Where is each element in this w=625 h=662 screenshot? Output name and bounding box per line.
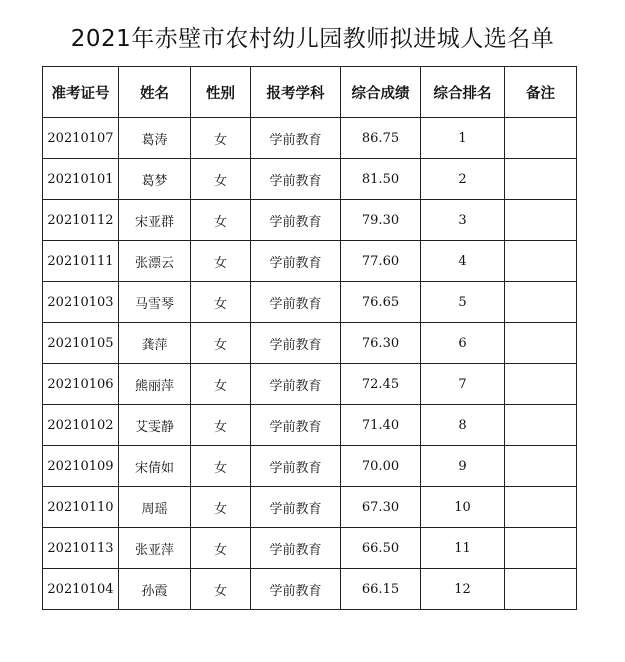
- cell-name: 龚萍: [119, 323, 191, 364]
- cell-exam-id: 20210113: [43, 528, 119, 569]
- cell-score: 81.50: [341, 159, 421, 200]
- cell-gender: 女: [191, 323, 251, 364]
- cell-gender: 女: [191, 569, 251, 610]
- cell-note: [505, 118, 577, 159]
- cell-exam-id: 20210112: [43, 200, 119, 241]
- table-row: [43, 241, 577, 282]
- cell-note: [505, 364, 577, 405]
- cell-subject: 学前教育: [251, 487, 341, 528]
- table-body: [43, 118, 577, 610]
- cell-note: [505, 405, 577, 446]
- cell-exam-id: 20210107: [43, 118, 119, 159]
- header-score: 综合成绩: [341, 67, 421, 118]
- cell-rank: 6: [421, 323, 505, 364]
- header-gender: 性别: [191, 67, 251, 118]
- cell-name: 周瑶: [119, 487, 191, 528]
- table-row: [43, 487, 577, 528]
- cell-score: 76.30: [341, 323, 421, 364]
- cell-note: [505, 159, 577, 200]
- header-note: 备注: [505, 67, 577, 118]
- cell-rank: 7: [421, 364, 505, 405]
- cell-exam-id: 20210104: [43, 569, 119, 610]
- cell-exam-id: 20210103: [43, 282, 119, 323]
- cell-gender: 女: [191, 446, 251, 487]
- table-row: [43, 282, 577, 323]
- cell-name: 马雪琴: [119, 282, 191, 323]
- cell-score: 66.50: [341, 528, 421, 569]
- cell-note: [505, 487, 577, 528]
- cell-note: [505, 446, 577, 487]
- cell-rank: 12: [421, 569, 505, 610]
- cell-subject: 学前教育: [251, 282, 341, 323]
- table-row: [43, 118, 577, 159]
- cell-gender: 女: [191, 282, 251, 323]
- cell-rank: 10: [421, 487, 505, 528]
- cell-score: 71.40: [341, 405, 421, 446]
- page-title: 2021年赤壁市农村幼儿园教师拟进城人选名单: [70, 26, 555, 52]
- cell-rank: 2: [421, 159, 505, 200]
- table-row: [43, 159, 577, 200]
- cell-score: 76.65: [341, 282, 421, 323]
- cell-note: [505, 241, 577, 282]
- cell-name: 葛梦: [119, 159, 191, 200]
- cell-name: 宋倩如: [119, 446, 191, 487]
- cell-subject: 学前教育: [251, 364, 341, 405]
- cell-gender: 女: [191, 528, 251, 569]
- cell-note: [505, 282, 577, 323]
- cell-gender: 女: [191, 487, 251, 528]
- cell-exam-id: 20210101: [43, 159, 119, 200]
- cell-name: 熊丽萍: [119, 364, 191, 405]
- cell-subject: 学前教育: [251, 405, 341, 446]
- cell-gender: 女: [191, 200, 251, 241]
- table-row: [43, 405, 577, 446]
- cell-exam-id: 20210111: [43, 241, 119, 282]
- cell-gender: 女: [191, 405, 251, 446]
- cell-subject: 学前教育: [251, 446, 341, 487]
- cell-score: 79.30: [341, 200, 421, 241]
- cell-name: 艾雯静: [119, 405, 191, 446]
- table-header-row: [43, 67, 577, 118]
- cell-exam-id: 20210102: [43, 405, 119, 446]
- candidate-table: [42, 66, 577, 610]
- cell-subject: 学前教育: [251, 569, 341, 610]
- cell-exam-id: 20210109: [43, 446, 119, 487]
- cell-subject: 学前教育: [251, 528, 341, 569]
- cell-subject: 学前教育: [251, 323, 341, 364]
- cell-score: 67.30: [341, 487, 421, 528]
- table-row: [43, 364, 577, 405]
- cell-subject: 学前教育: [251, 118, 341, 159]
- cell-rank: 5: [421, 282, 505, 323]
- cell-gender: 女: [191, 118, 251, 159]
- cell-exam-id: 20210110: [43, 487, 119, 528]
- cell-rank: 3: [421, 200, 505, 241]
- cell-exam-id: 20210106: [43, 364, 119, 405]
- table-row: [43, 200, 577, 241]
- cell-gender: 女: [191, 241, 251, 282]
- table-row: [43, 323, 577, 364]
- cell-rank: 8: [421, 405, 505, 446]
- header-exam-id: 准考证号: [43, 67, 119, 118]
- cell-name: 张亚萍: [119, 528, 191, 569]
- cell-rank: 9: [421, 446, 505, 487]
- cell-score: 72.45: [341, 364, 421, 405]
- cell-name: 孙霞: [119, 569, 191, 610]
- table-row: [43, 569, 577, 610]
- cell-note: [505, 569, 577, 610]
- cell-rank: 1: [421, 118, 505, 159]
- cell-subject: 学前教育: [251, 241, 341, 282]
- cell-note: [505, 528, 577, 569]
- cell-name: 宋亚群: [119, 200, 191, 241]
- table-row: [43, 528, 577, 569]
- cell-score: 77.60: [341, 241, 421, 282]
- cell-gender: 女: [191, 364, 251, 405]
- cell-subject: 学前教育: [251, 200, 341, 241]
- cell-score: 66.15: [341, 569, 421, 610]
- cell-note: [505, 323, 577, 364]
- cell-note: [505, 200, 577, 241]
- cell-exam-id: 20210105: [43, 323, 119, 364]
- cell-name: 张漂云: [119, 241, 191, 282]
- cell-subject: 学前教育: [251, 159, 341, 200]
- cell-rank: 11: [421, 528, 505, 569]
- cell-rank: 4: [421, 241, 505, 282]
- table-row: [43, 446, 577, 487]
- header-subject: 报考学科: [251, 67, 341, 118]
- cell-gender: 女: [191, 159, 251, 200]
- cell-score: 86.75: [341, 118, 421, 159]
- header-name: 姓名: [119, 67, 191, 118]
- header-rank: 综合排名: [421, 67, 505, 118]
- cell-name: 葛涛: [119, 118, 191, 159]
- cell-score: 70.00: [341, 446, 421, 487]
